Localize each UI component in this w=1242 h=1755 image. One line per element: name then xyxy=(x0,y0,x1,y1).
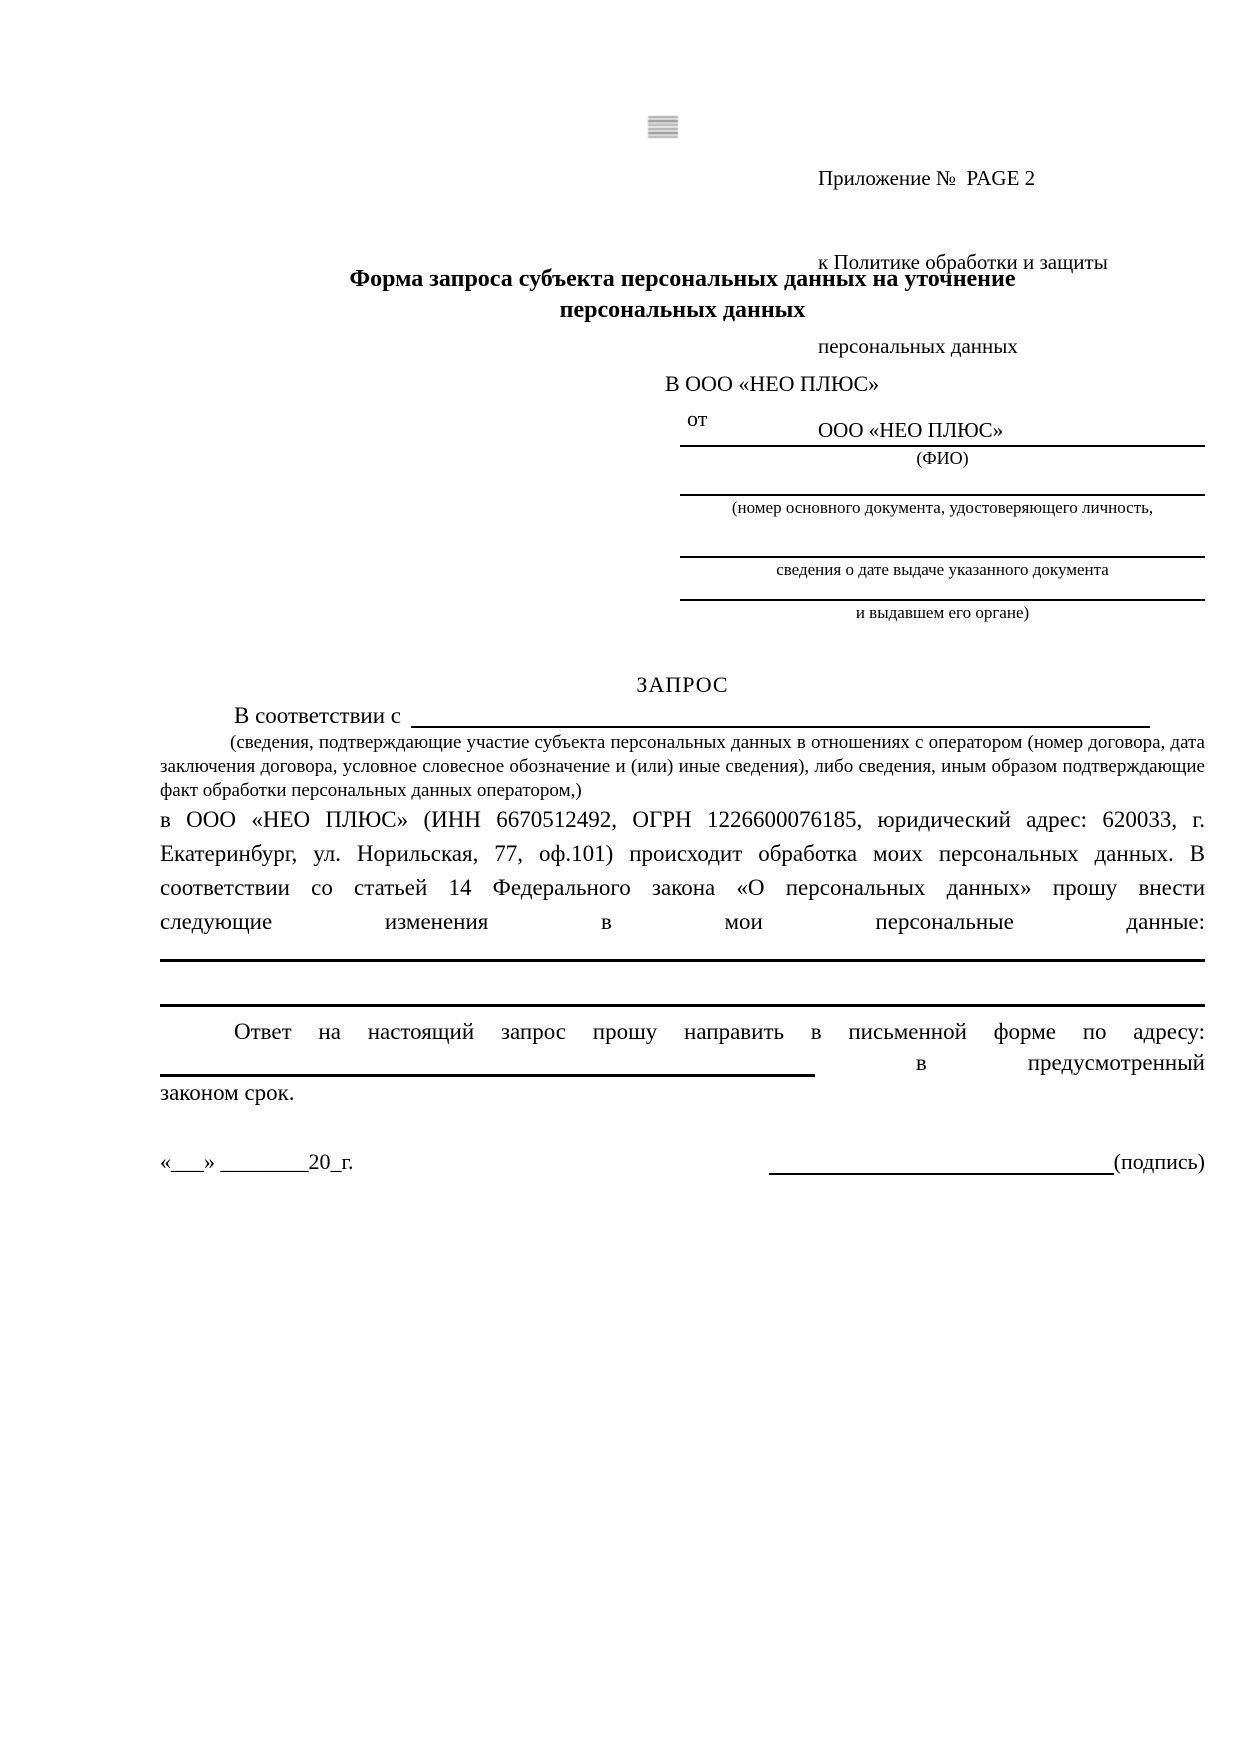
issue-date-blank-line xyxy=(680,517,1205,558)
company-name-line: ООО «НЕО ПЛЮС» xyxy=(818,418,1004,442)
body-paragraph: в ООО «НЕО ПЛЮС» (ИНН 6670512492, ОГРН 1226600076185, юридический адрес: 620033, г. Екатеринбург, ул. Норильская, 77, оф.101) происходит обработка моих персональных данных. В соответствии со статьей 14 Федерального закона «О персональных данных» прошу внести следующие изменения в мои персональные данные: xyxy=(160,807,1205,934)
issuing-authority-blank-line xyxy=(680,579,1205,601)
fio-caption: (ФИО) xyxy=(916,448,969,468)
document-title-line-2: персональных данных xyxy=(559,297,806,323)
issuing-authority-caption: и выдавшем его органе) xyxy=(855,603,1030,622)
reply-address-row xyxy=(160,1049,1205,1077)
reply-word-in: в xyxy=(915,1050,927,1075)
policy-reference-line: к Политике обработки и защиты xyxy=(818,250,1108,274)
reply-tail: законом срок. xyxy=(160,1080,295,1105)
changes-blank-line-1 xyxy=(160,959,1205,962)
reply-sentence: Ответ на настоящий запрос прошу направить в письменной форме по адресу: xyxy=(234,1019,1205,1044)
signature-blank-line xyxy=(769,1153,1114,1175)
reply-address-blank-line xyxy=(160,1053,815,1077)
from-label: от xyxy=(687,406,708,431)
appendix-number-line: Приложение № PAGE 2 xyxy=(818,166,1036,190)
date-signature-row xyxy=(160,1149,1205,1175)
document-number-caption: (номер основного документа, удостоверяющего личность, xyxy=(731,498,1154,517)
reply-word-stipulated: предусмотренный xyxy=(1027,1050,1205,1075)
fine-print-note: (сведения, подтверждающие участие субъекта персональных данных в отношениях с оператором (номер договора, дата заключения договора, условное словесное обозначение и (или) иные сведения), либо сведения, иным образом подтверждающие факт обработки персональных данных оператором,) xyxy=(160,732,1205,801)
signature-caption: (подпись) xyxy=(1113,1149,1205,1174)
intro-prefix: В соответствии с xyxy=(234,703,402,728)
intro-blank-line xyxy=(411,705,1150,728)
changes-blank-line-2 xyxy=(160,1004,1205,1007)
document-title-line-1: Форма запроса субъекта персональных данных на уточнение xyxy=(349,266,1016,292)
date-blank-text: «___» ________20_г. xyxy=(160,1149,354,1174)
issue-date-field xyxy=(680,517,1205,579)
issue-date-caption: сведения о дате выдаче указанного документа xyxy=(776,560,1109,579)
signature-area xyxy=(769,1149,1205,1175)
request-heading: ЗАПРОС xyxy=(636,672,729,697)
addressee-company: В ООО «НЕО ПЛЮС» xyxy=(665,371,880,396)
intro-row xyxy=(160,703,1205,728)
field-code-artifact-icon xyxy=(648,116,678,138)
appendix-header xyxy=(818,108,1108,500)
policy-reference-line2: персональных данных xyxy=(818,334,1018,358)
issuing-authority-field xyxy=(680,579,1205,622)
